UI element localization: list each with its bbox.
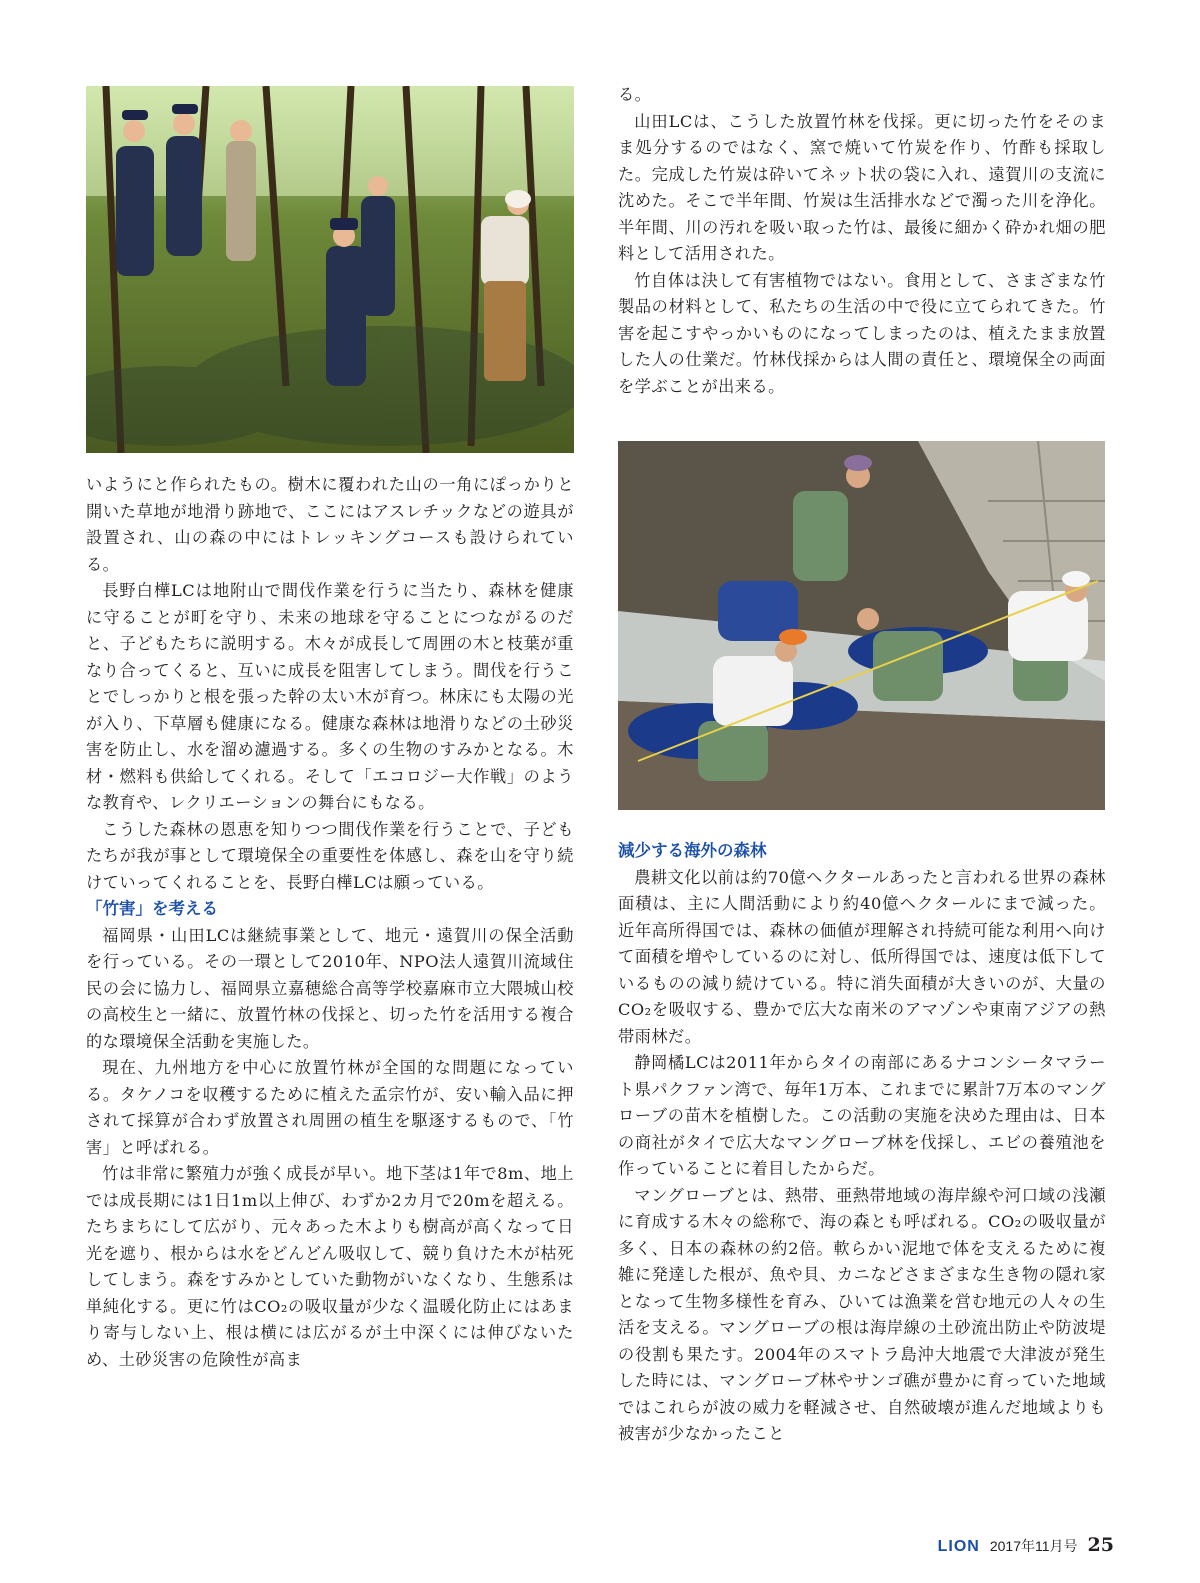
body-paragraph: 農耕文化以前は約70億ヘクタールあったと言われる世界の森林面積は、主に人間活動により約40億ヘクタールにまで減った。近年高所得国では、森林の価値が理解され持続可能な利用へ向けて面積を増やしているのに対し、低所得国では、速度は低下しているものの減り続けている。特に消失面積が大きいのが、大量のCO₂を吸収する、豊かで広大な南米のアマゾンや東南アジアの熱帯雨林だ。 xyxy=(618,867,1106,1046)
forest-thinning-photo xyxy=(86,86,574,453)
body-paragraph: 長野白樺LCは地附山で間伐作業を行うに当たり、森林を健康に守ることが町を守り、未来の地球を守ることにつながるのだと、子どもたちに説明する。木々が成長して周囲の木と枝葉が重なり合ってくると、互いに成長を阻害してしまう。間伐を行うことでしっかりと根を張った幹の太い木が育つ。林床にも太陽の光が入り、下草層も健康になる。健康な森林は地滑りなどの土砂災害を防止し、水を溜め濾過する。多くの生物のすみかとなる。木材・燃料も供給してくれる。そして「エコロジー大作戦」のような教育や、レクリエーションの舞台にもなる。 xyxy=(86,581,574,812)
body-paragraph: いようにと作られたもの。樹木に覆われた山の一角にぽっかりと開いた草地が地滑り跡地で、ここにはアスレチックなどの遊具が設置され、山の森の中にはトレッキングコースも設けられている。 xyxy=(86,475,574,574)
body-paragraph: 静岡橘LCは2011年からタイの南部にあるナコンシータマラート県パクファン湾で、毎年1万本、これまでに累計7万本のマングローブの苗木を植樹した。この活動の実施を決めた理由は、日本の商社がタイで広大なマングローブ林を伐採し、エビの養殖池を作っていることに着目したからだ。 xyxy=(618,1053,1106,1178)
section-heading-bamboo: 「竹害」を考える xyxy=(86,899,218,918)
page-footer xyxy=(938,1534,1114,1556)
body-paragraph: 竹は非常に繁殖力が強く成長が早い。地下茎は1年で8m、地上では成長期には1日1m以上伸び、わずか2カ月で20mを超える。たちまちにして広がり、元々あった木よりも樹高が高くなって日光を遮り、根からは水をどんどん吸収して、競り負けた木が枯死してしまう。森をすみかとしていた動物がいなくなり、生態系は単純化する。更に竹はCO₂の吸収量が少なく温暖化防止にはあまり寄与しない上、根は横には広がるが土中深くには伸びないため、土砂災害の危険性が高ま xyxy=(86,1164,574,1369)
body-paragraph: 現在、九州地方を中心に放置竹林が全国的な問題になっている。タケノコを収穫するために植えた孟宗竹が、安い輸入品に押されて採算が合わず放置され周囲の植生を駆逐するもので、「竹害」と呼ばれる。 xyxy=(86,1058,574,1157)
body-paragraph: 福岡県・山田LCは継続事業として、地元・遠賀川の保全活動を行っている。その一環として2010年、NPO法人遠賀川流域住民の会に協力し、福岡県立嘉穂総合高等学校嘉麻市立大隈城山校の高校生と一緒に、放置竹林の伐採と、切った竹を活用する複合的な環境保全活動を実施した。 xyxy=(86,925,574,1051)
right-column-top xyxy=(618,82,1106,400)
magazine-name: LION xyxy=(937,1538,980,1555)
body-paragraph: こうした森林の恩恵を知りつつ間伐作業を行うことで、子どもたちが我が事として環境保全の重要性を体感し、森を山を守り続けていってくれることを、長野白樺LCは願っている。 xyxy=(86,819,574,892)
right-column-bottom xyxy=(618,838,1106,1448)
issue-date: 2017年11月号 xyxy=(989,1538,1078,1554)
section-heading-overseas-forests: 減少する海外の森林 xyxy=(618,841,767,860)
left-column xyxy=(86,472,574,1373)
body-paragraph: マングローブとは、熱帯、亜熱帯地域の海岸線や河口域の浅瀬に育成する木々の総称で、海の森とも呼ばれる。CO₂の吸収量が多く、日本の森林の約2倍。軟らかい泥地で体を支えるために複雑に発達した根が、魚や貝、カニなどさまざまな生き物の隠れ家となって生物多様性を育み、ひいては漁業を営む地元の人々の生活を支える。マングローブの根は海岸線の土砂流出防止や防波堤の役割も果たす。2004年のスマトラ島沖大地震で大津波が発生した時には、マングローブ林やサンゴ礁が豊かに育っていた地域ではこれらが波の威力を軽減させ、自然破壊が進んだ地域よりも被害が少なかったこと xyxy=(618,1185,1106,1443)
body-paragraph: 竹自体は決して有害植物ではない。食用として、さまざまな竹製品の材料として、私たちの生活の中で役に立てられてきた。竹害を起こすやっかいものになってしまったのは、植えたまま放置した人の仕業だ。竹林伐採からは人間の責任と、環境保全の両面を学ぶことが出来る。 xyxy=(618,270,1106,396)
body-paragraph: る。 xyxy=(618,85,652,104)
page-number: 25 xyxy=(1087,1534,1114,1556)
river-charcoal-photo xyxy=(618,441,1105,810)
body-paragraph: 山田LCは、こうした放置竹林を伐採。更に切った竹をそのまま処分するのではなく、窯で焼いて竹炭を作り、竹酢も採取した。完成した竹炭は砕いてネット状の袋に入れ、遠賀川の支流に沈めた。そこで半年間、竹炭は生活排水などで濁った川を浄化。半年間、川の汚れを吸い取った竹は、最後に細かく砕かれ畑の肥料として活用された。 xyxy=(618,111,1106,263)
